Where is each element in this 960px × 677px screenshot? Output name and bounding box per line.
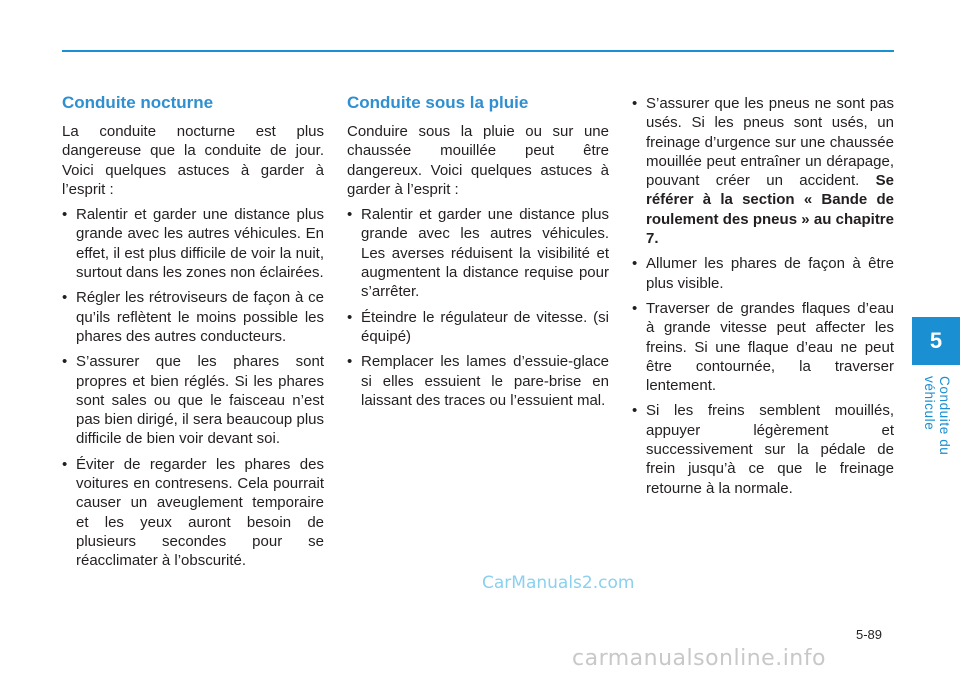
chapter-label: Conduite du véhicule [922, 376, 952, 456]
list-item: • Allumer les phares de façon à être plus visible. [632, 254, 894, 293]
tips-list-night [62, 205, 324, 570]
top-rule [62, 50, 894, 52]
tires-reference: Se référer à la section « Bande de roulement des pneus » au chapitre 7. [646, 172, 894, 248]
list-item: • Régler les rétroviseurs de façon à ce qu’ils reflètent le moins possible les phares des autres conducteurs. [62, 288, 324, 346]
list-item: • Ralentir et garder une distance plus grande avec les autres véhicules. En effet, il est plus difficile de voir la nuit, surtout dans les zones non éclairées. [62, 205, 324, 282]
column-night-driving [62, 92, 324, 577]
tips-list-rain [347, 205, 609, 410]
list-item: • Éviter de regarder les phares des voitures en contresens. Cela pourrait causer un aveuglement temporaire et les yeux auront besoin de plusieurs secondes pour se réacclimater à l’obscurité. [62, 455, 324, 571]
list-item: • Éteindre le régulateur de vitesse. (si équipé) [347, 308, 609, 347]
tires-text: S’assurer que les pneus ne sont pas usés. Si les pneus sont usés, un freinage d’urgence sur une chaussée mouillée peut entraîner un dérapage, pouvant créer un accident. [646, 95, 894, 190]
section-intro-night: La conduite nocturne est plus dangereuse que la conduite de jour. Voici quelques astuces à garder à l’esprit : [62, 123, 324, 198]
list-item: • Ralentir et garder une distance plus grande avec les autres véhicules. Les averses réduisent la visibilité et augmentent la distance requise pour s’arrêter. [347, 205, 609, 301]
watermark: CarManuals2.com [482, 573, 635, 593]
column-rain-driving [347, 92, 609, 416]
chapter-number-tab: 5 [912, 317, 960, 365]
list-item: • Remplacer les lames d’essuie-glace si elles essuient le pare-brise en laissant des traces ou l’essuient mal. [347, 352, 609, 410]
list-item: • S’assurer que les phares sont propres et bien réglés. Si les phares sont sales ou que le faisceau n’est pas bien dirigé, il sera beaucoup plus difficile de bien voir devant soi. [62, 352, 324, 448]
section-title-rain: Conduite sous la pluie [347, 93, 529, 112]
column-rain-continued [632, 94, 894, 504]
list-item-tires [632, 94, 894, 248]
page-number: 5-89 [856, 627, 883, 642]
list-item: • Si les freins semblent mouillés, appuyer légèrement et successivement sur la pédale de frein jusqu’à ce que le freinage retourne à la normale. [632, 401, 894, 497]
section-title-night: Conduite nocturne [62, 93, 214, 112]
tips-list-rain-continued [632, 94, 894, 498]
section-intro-rain: Conduire sous la pluie ou sur une chaussée mouillée peut être dangereux. Voici quelques astuces à garder à l’esprit : [347, 123, 609, 198]
footer-watermark: carmanualsonline.info [572, 646, 826, 671]
list-item: • Traverser de grandes flaques d’eau à grande vitesse peut affecter les freins. Si une flaque d’eau ne peut être contournée, la traverser lentement. [632, 299, 894, 395]
